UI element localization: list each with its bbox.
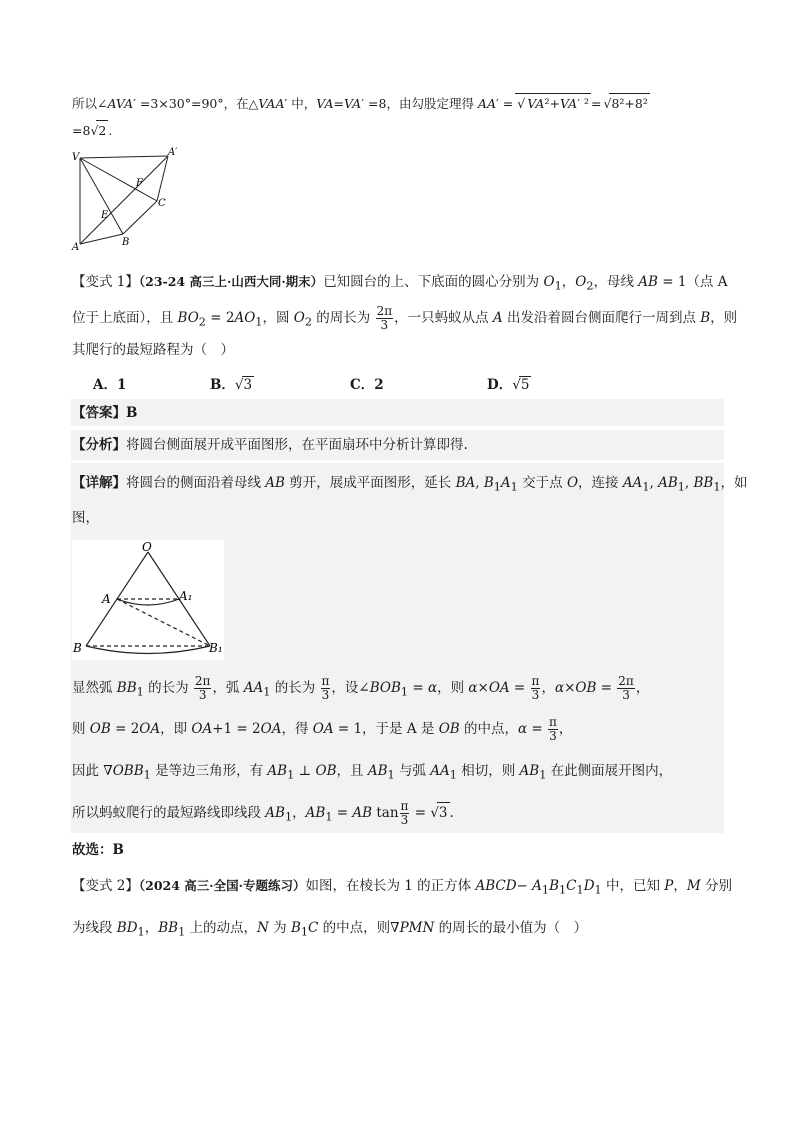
pyramid-unfold-figure [70, 146, 190, 252]
variant1-line-3: 其爬行的最短路程为（ ） [72, 342, 234, 358]
label-B1: B₁ [209, 641, 223, 655]
option-a[interactable]: A．1 [93, 377, 127, 393]
label-V: V [72, 152, 80, 163]
label-B: B [122, 237, 130, 248]
conclusion: 故选：B [72, 842, 124, 858]
label-B: B [73, 641, 82, 655]
variant1-tag: 【变式 1】 [72, 274, 139, 290]
variant2-tag: 【变式 2】 [72, 878, 139, 894]
proof-line-2: =8√2 . [72, 120, 112, 141]
label-E: E [101, 210, 109, 221]
option-d[interactable]: D．√5 [487, 377, 530, 393]
frustum-unfold-figure [72, 540, 224, 660]
detail-line-3: 显然弧 $BB_1$ 的长为 $\frac{2\pi}{3}$ ，弧 $AA_1$ 的长为 $\frac{\pi}{3}$ ，设$\angle BOB_1 = \alpha$，则 α×OA = $\frac{\pi}{3}$ ，α×OB = $\frac{2\pi}{3}$ ， [72, 674, 650, 702]
detail-line-6: 所以蚂蚁爬行的最短路线即线段 $AB_1$，$AB_1$ = AB tan $\frac{\pi}{3}$ = √3 . [72, 799, 454, 827]
answer-block [71, 399, 724, 426]
variant2-line-1: 【变式 2】（2024 高三·全国·专题练习）如图，在棱长为 1 的正方体 ABCD− $A_1B_1C_1D_1$ 中，已知 P，M 分别 [72, 878, 732, 897]
variant2-source: （2024 高三·全国·专题练习） [138, 878, 306, 893]
detail-line-4: 则 OB = 2OA，即 OA+1 = 2OA，得 OA = 1，于是 A 是 OB 的中点，α = $\frac{\pi}{3}$ ， [72, 715, 573, 743]
label-O: O [142, 540, 152, 554]
analysis-text: 将圆台侧面展开成平面图形，在平面扇环中分析计算即得. [126, 437, 468, 453]
proof-line-1: 所以∠AVA′ =3×30°=90°，在△VAA′ 中，VA=VA′ =8，由勾股定理得 AA′ = √ VA²+VA′ ² = √8²+8² [72, 93, 650, 114]
detail-line-5: 因此 $\nabla OBB_1$ 是等边三角形，有 $AB_1$ ⊥ OB，且 $AB_1$ 与弧 $AA_1$ 相切，则 $AB_1$ 在此侧面展开图内， [72, 763, 673, 782]
variant2-line-2: 为线段 $BD_1$，$BB_1$ 上的动点，N 为 $B_1C$ 的中点，则∇PMN 的周长的最小值为（ ） [72, 920, 588, 939]
variant1-line-1: 【变式 1】（23-24 高三上·山西大同·期末）已知圆台的上、下底面的圆心分别为 $O_1$，$O_2$，母线 AB = 1（点 A [72, 274, 728, 293]
detail-line-1: 【详解】将圆台的侧面沿着母线 AB 剪开，展成平面图形，延长 BA, $B_1A_1$ 交于点 O，连接 $AA_1$, $AB_1$, $BB_1$，如 [72, 475, 748, 494]
answer-value: B [126, 405, 138, 421]
variant1-line-2: 位于上底面），且 $BO_2 = 2AO_1$，圆 $O_2$ 的周长为 $\frac{2\pi}{3}$ ，一只蚂蚁从点 A 出发沿着圆台侧面爬行一周到点 B，则 [72, 304, 738, 332]
label-A-prime: A′ [168, 147, 178, 158]
label-A: A [72, 242, 80, 252]
analysis-line: 【分析】将圆台侧面展开成平面图形，在平面扇环中分析计算即得. [72, 437, 468, 453]
option-c[interactable]: C．2 [350, 377, 384, 393]
label-F: F [136, 178, 143, 189]
label-C: C [158, 198, 166, 209]
label-A1: A₁ [179, 589, 193, 603]
option-b[interactable]: B．√3 [210, 377, 253, 393]
variant1-source: （23-24 高三上·山西大同·期末） [138, 274, 324, 289]
answer-line: 【答案】B [72, 405, 138, 421]
label-A: A [102, 592, 111, 606]
detail-line-2: 图， [72, 510, 99, 526]
